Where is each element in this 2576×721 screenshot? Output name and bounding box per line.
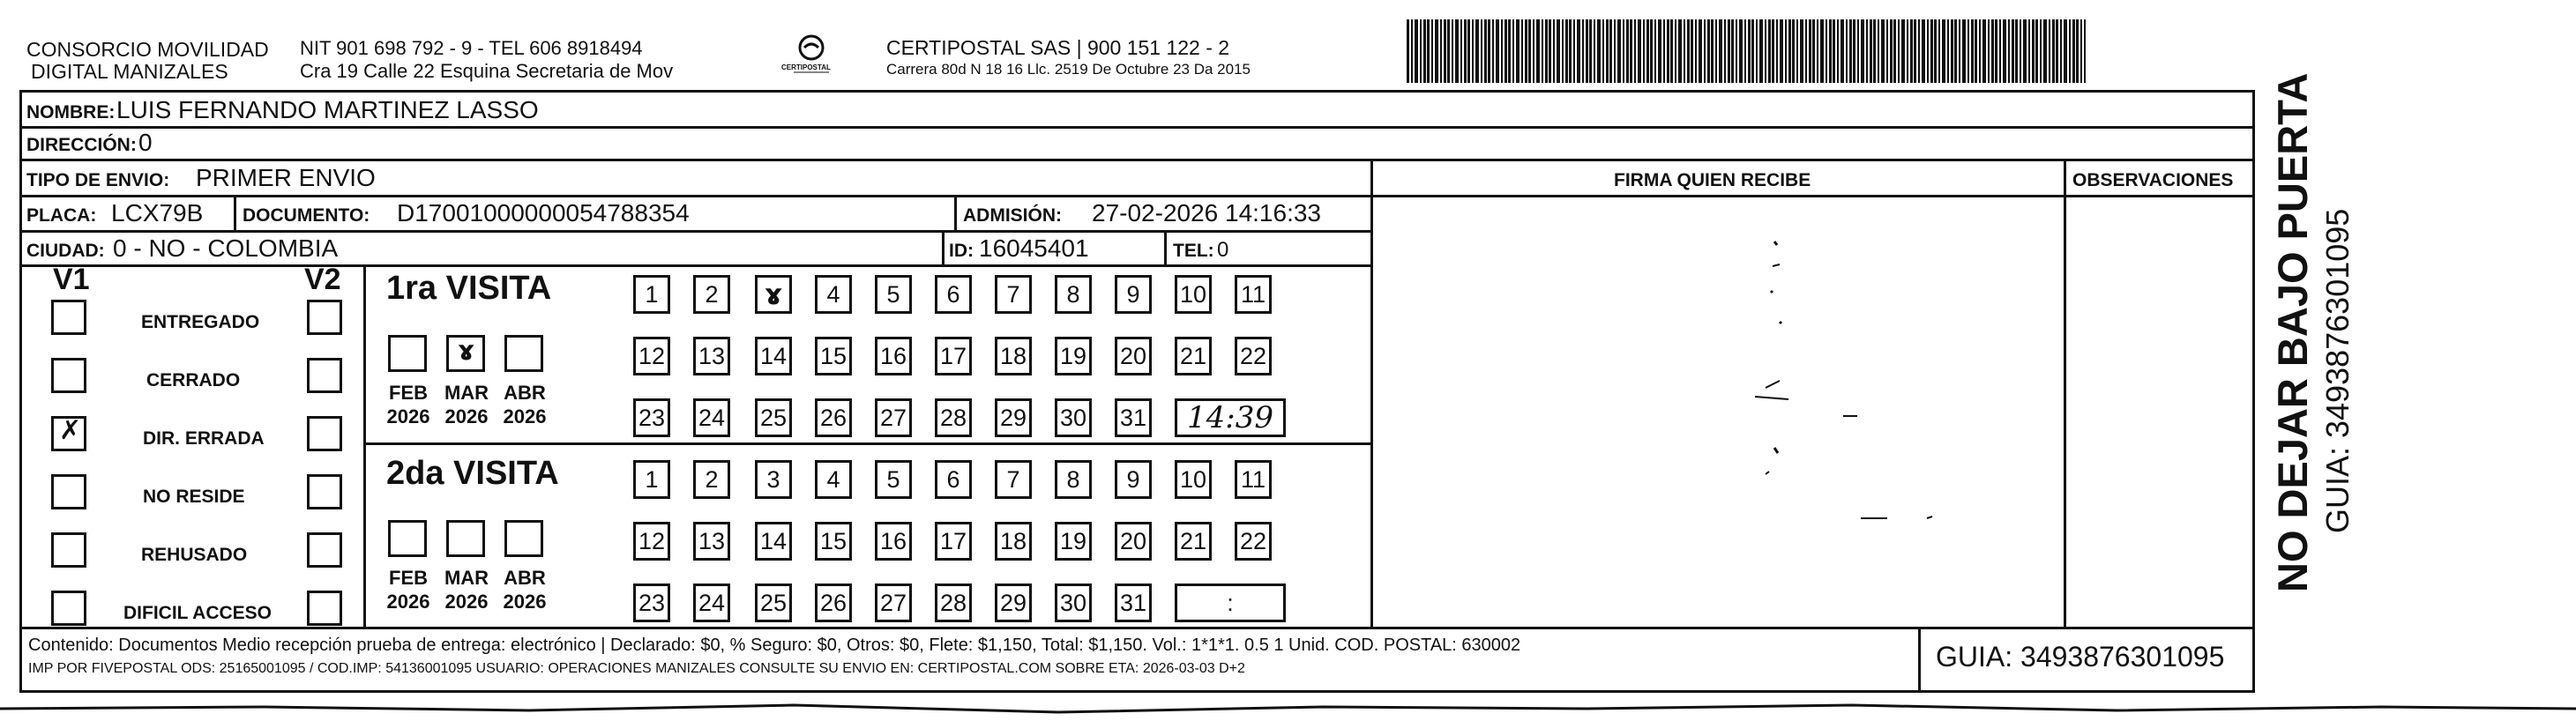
signature-marks [1729, 238, 1949, 538]
side-guia: GUIA: 3493876301095 [2319, 208, 2356, 533]
observaciones-header: OBSERVACIONES [2072, 170, 2234, 190]
day-box[interactable]: 8 [1055, 460, 1092, 499]
company-nit: NIT 901 698 792 - 9 - TEL 606 8918494 [300, 37, 643, 59]
placa-label: PLACA: [26, 205, 97, 226]
day-box[interactable]: 15 [815, 522, 852, 561]
nombre-value: LUIS FERNANDO MARTINEZ LASSO [116, 96, 539, 123]
month-checkbox[interactable] [388, 335, 427, 372]
company-info [300, 37, 673, 83]
tipo-envio-label: TIPO DE ENVIO: [26, 170, 170, 190]
nombre-label: NOMBRE: [26, 102, 116, 123]
placa-value: LCX79B [111, 199, 204, 227]
day-box[interactable]: 14 [755, 337, 792, 375]
carrier-address: Carrera 80d N 18 16 Llc. 2519 De Octubre 23 Da 2015 [886, 61, 1251, 78]
day-box[interactable]: 12 [633, 337, 670, 375]
status-option-label: DIR. ERRADA [143, 428, 265, 449]
torn-edge [0, 696, 2576, 721]
v1-checkbox[interactable] [51, 358, 86, 393]
month-label: FEB 2026 [386, 382, 430, 427]
company-name [26, 39, 269, 83]
carrier-info [886, 35, 1251, 79]
company-address: Cra 19 Calle 22 Esquina Secretaria de Mov [300, 60, 674, 82]
v1-label: V1 [53, 263, 90, 296]
second-visit-title: 2da VISITA [386, 455, 559, 492]
day-box[interactable]: 7 [995, 275, 1032, 314]
time-box[interactable]: : [1175, 583, 1286, 622]
v2-checkbox[interactable] [307, 300, 342, 335]
day-box[interactable]: 11 [1235, 460, 1272, 499]
day-box[interactable]: 7 [995, 460, 1032, 499]
tel-label: TEL: [1173, 241, 1214, 261]
v2-label: V2 [304, 263, 341, 296]
day-box[interactable]: 13 [693, 522, 730, 561]
day-box[interactable]: 19 [1055, 522, 1092, 561]
day-box[interactable]: 2 [693, 460, 730, 499]
day-box[interactable]: 6 [935, 275, 972, 314]
footer-imp: IMP POR FIVEPOSTAL ODS: 25165001095 / COD.IMP: 54136001095 USUARIO: OPERACIONES MANIZALES CONSULTE SU ENVIO EN: CERTIPOSTAL.COM SOBRE ETA: 2026-03-03 D+2 [28, 661, 1245, 676]
month-checkbox[interactable] [446, 520, 485, 557]
day-box[interactable]: 12 [633, 522, 670, 561]
certipostal-logo [776, 33, 847, 78]
day-box[interactable]: 28 [935, 583, 972, 622]
status-option-label: ENTREGADO [141, 312, 260, 332]
day-box[interactable]: 4 [815, 460, 852, 499]
day-box[interactable]: 13 [693, 337, 730, 375]
v2-checkbox[interactable] [307, 532, 342, 568]
day-box[interactable]: 24 [693, 398, 730, 437]
id-label: ID: [949, 241, 974, 261]
day-box[interactable] [755, 275, 792, 314]
v1-checkbox[interactable] [51, 532, 86, 568]
direccion-label: DIRECCIÓN: [26, 135, 137, 155]
company-name-line1: CONSORCIO MOVILIDAD [26, 38, 269, 61]
checkmark-icon: ɤ [764, 278, 783, 311]
guia-box: GUIA: 3493876301095 [1936, 641, 2225, 673]
day-box[interactable]: 5 [875, 275, 912, 314]
day-box[interactable]: 26 [815, 583, 852, 622]
day-box[interactable]: 24 [693, 583, 730, 622]
id-value: 16045401 [979, 234, 1089, 262]
v1-checkbox[interactable] [51, 591, 86, 626]
day-box[interactable]: 29 [995, 398, 1032, 437]
footer-contenido: Contenido: Documentos Medio recepción prueba de entrega: electrónico | Declarado: $0, % Seguro: $0, Otros: $0, Flete: $1,150, Total: $1,150. Vol.: 1*1*1. 0.5 1 Unid. COD. POSTAL: 630002 [28, 636, 1521, 655]
v1-checkbox[interactable] [51, 416, 86, 451]
barcode-image [1407, 19, 2086, 83]
barcode [1407, 19, 2086, 83]
day-box[interactable]: 3 [755, 460, 792, 499]
day-box[interactable]: 20 [1115, 337, 1152, 375]
time-box[interactable]: 14:39 [1175, 398, 1286, 437]
status-option-label: REHUSADO [141, 545, 248, 565]
day-box[interactable]: 9 [1115, 275, 1152, 314]
month-checkbox[interactable] [388, 520, 427, 557]
day-box[interactable]: 25 [755, 583, 792, 622]
admision-label: ADMISIÓN: [963, 205, 1062, 226]
carrier-name: CERTIPOSTAL SAS | 900 151 122 - 2 [886, 36, 1230, 59]
month-checkbox[interactable] [504, 520, 543, 557]
status-option-label: NO RESIDE [143, 487, 245, 507]
day-box[interactable]: 27 [875, 398, 912, 437]
documento-label: DOCUMENTO: [243, 205, 370, 226]
day-box[interactable]: 21 [1175, 522, 1212, 561]
v2-checkbox[interactable] [307, 474, 342, 509]
status-option-label: CERRADO [146, 370, 241, 390]
company-name-line2: DIGITAL MANIZALES [31, 60, 228, 83]
day-box[interactable]: 16 [875, 522, 912, 561]
day-box[interactable]: 2 [693, 275, 730, 314]
v2-checkbox[interactable] [307, 416, 342, 451]
day-box[interactable]: 1 [633, 275, 670, 314]
month-checkbox[interactable] [504, 335, 543, 372]
day-box[interactable]: 16 [875, 337, 912, 375]
month-checkbox[interactable] [446, 335, 485, 372]
firma-header: FIRMA QUIEN RECIBE [1614, 170, 1811, 190]
day-box[interactable]: 10 [1175, 275, 1212, 314]
documento-value: D17001000000054788354 [397, 199, 690, 227]
admision-value: 27-02-2026 14:16:33 [1092, 199, 1321, 227]
day-box[interactable]: 23 [633, 398, 670, 437]
status-option-label: DIFICIL ACCESO [123, 603, 273, 623]
day-box[interactable]: 28 [935, 398, 972, 437]
month-label: MAR 2026 [444, 567, 489, 613]
day-box[interactable]: 14 [755, 522, 792, 561]
day-box[interactable]: 20 [1115, 522, 1152, 561]
day-box[interactable]: 4 [815, 275, 852, 314]
v2-checkbox[interactable] [307, 358, 342, 393]
day-box[interactable]: 15 [815, 337, 852, 375]
direccion-value: 0 [138, 129, 153, 156]
day-box[interactable]: 1 [633, 460, 670, 499]
ciudad-label: CIUDAD: [26, 241, 105, 261]
day-box[interactable]: 11 [1235, 275, 1272, 314]
day-box[interactable]: 30 [1055, 583, 1092, 622]
day-box[interactable]: 17 [935, 522, 972, 561]
v1-checkbox[interactable] [51, 474, 86, 509]
day-box[interactable]: 31 [1115, 398, 1152, 437]
first-visit-title: 1ra VISITA [386, 270, 552, 307]
tipo-envio-value: PRIMER ENVIO [196, 164, 376, 191]
day-box[interactable]: 29 [995, 583, 1032, 622]
day-box[interactable]: 9 [1115, 460, 1152, 499]
day-box[interactable]: 30 [1055, 398, 1092, 437]
day-box[interactable]: 26 [815, 398, 852, 437]
checkmark-icon: ɤ [458, 336, 475, 367]
day-box[interactable]: 10 [1175, 460, 1212, 499]
certipostal-logo-text: CERTIPOSTAL [781, 63, 831, 71]
no-dejar-bajo-puerta: NO DEJAR BAJO PUERTA [2269, 72, 2316, 592]
day-box[interactable]: 25 [755, 398, 792, 437]
day-box[interactable]: 17 [935, 337, 972, 375]
day-box[interactable]: 31 [1115, 583, 1152, 622]
day-box[interactable]: 6 [935, 460, 972, 499]
day-box[interactable]: 18 [995, 522, 1032, 561]
ciudad-value: 0 - NO - COLOMBIA [113, 234, 339, 262]
day-box[interactable]: 8 [1055, 275, 1092, 314]
month-label: MAR 2026 [444, 382, 489, 427]
day-box[interactable]: 22 [1235, 522, 1272, 561]
day-box[interactable]: 5 [875, 460, 912, 499]
day-box[interactable]: 18 [995, 337, 1032, 375]
v2-checkbox[interactable] [307, 591, 342, 626]
month-label: ABR 2026 [503, 382, 547, 427]
day-box[interactable]: 19 [1055, 337, 1092, 375]
checkmark-icon: ✗ [59, 415, 82, 446]
day-box[interactable]: 21 [1175, 337, 1212, 375]
tel-value: 0 [1217, 238, 1229, 262]
v1-checkbox[interactable] [51, 300, 86, 335]
day-box[interactable]: 22 [1235, 337, 1272, 375]
day-box[interactable]: 23 [633, 583, 670, 622]
month-label: FEB 2026 [386, 567, 430, 613]
day-box[interactable]: 27 [875, 583, 912, 622]
month-label: ABR 2026 [503, 567, 547, 613]
